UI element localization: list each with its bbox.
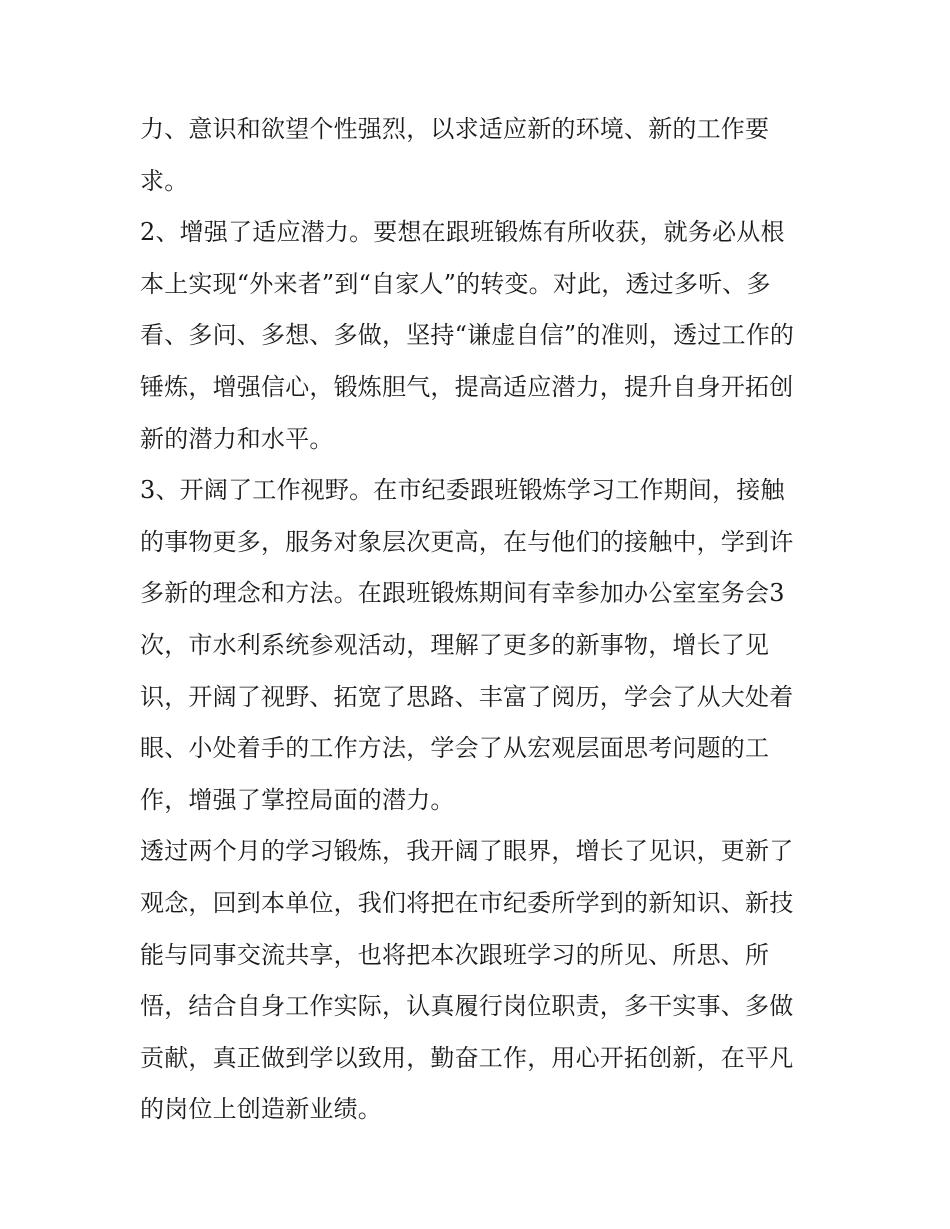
- document-body: [140, 104, 820, 1136]
- text-line: 能与同事交流共享，也将把本次跟班学习的所见、所思、所: [140, 940, 770, 969]
- text-line: 本上实现“外来者”到“自家人”的转变。对此，透过多听、多: [140, 269, 771, 298]
- text-line: 2、增强了适应潜力。要想在跟班锻炼有所收获，就务必从根: [140, 218, 785, 247]
- text-line: 观念，回到本单位，我们将把在市纪委所学到的新知识、新技: [140, 888, 794, 917]
- text-line: 新的潜力和水平。: [140, 424, 334, 453]
- text-line: 识，开阔了视野、拓宽了思路、丰富了阅历，学会了从大处着: [140, 682, 794, 711]
- text-line: 3、开阔了工作视野。在市纪委跟班锻炼学习工作期间，接触: [140, 476, 785, 505]
- text-line: 次，市水利系统参观活动，理解了更多的新事物，增长了见: [140, 630, 770, 659]
- text-line: 多新的理念和方法。在跟班锻炼期间有幸参加办公室室务会3: [140, 579, 785, 608]
- text-line: 力、意识和欲望个性强烈，以求适应新的环境、新的工作要: [140, 115, 770, 143]
- text-line: 眼、小处着手的工作方法，学会了从宏观层面思考问题的工: [140, 734, 770, 763]
- text-line: 的事物更多，服务对象层次更高，在与他们的接触中，学到许: [140, 527, 794, 556]
- text-line: 作，增强了掌控局面的潜力。: [140, 785, 455, 814]
- text-line: 的岗位上创造新业绩。: [140, 1095, 382, 1124]
- text-line: 锤炼，增强信心，锻炼胆气，提高适应潜力，提升自身开拓创: [140, 372, 794, 401]
- text-line: 悟，结合自身工作实际，认真履行岗位职责，多干实事、多做: [140, 992, 794, 1021]
- text-line: 贡献，真正做到学以致用，勤奋工作，用心开拓创新，在平凡: [140, 1043, 794, 1072]
- text-line: 看、多问、多想、多做，坚持“谦虚自信”的准则，透过工作的: [140, 321, 795, 350]
- text-line: 求。: [140, 166, 189, 195]
- text-line: 透过两个月的学习锻炼，我开阔了眼界，增长了见识，更新了: [140, 837, 794, 866]
